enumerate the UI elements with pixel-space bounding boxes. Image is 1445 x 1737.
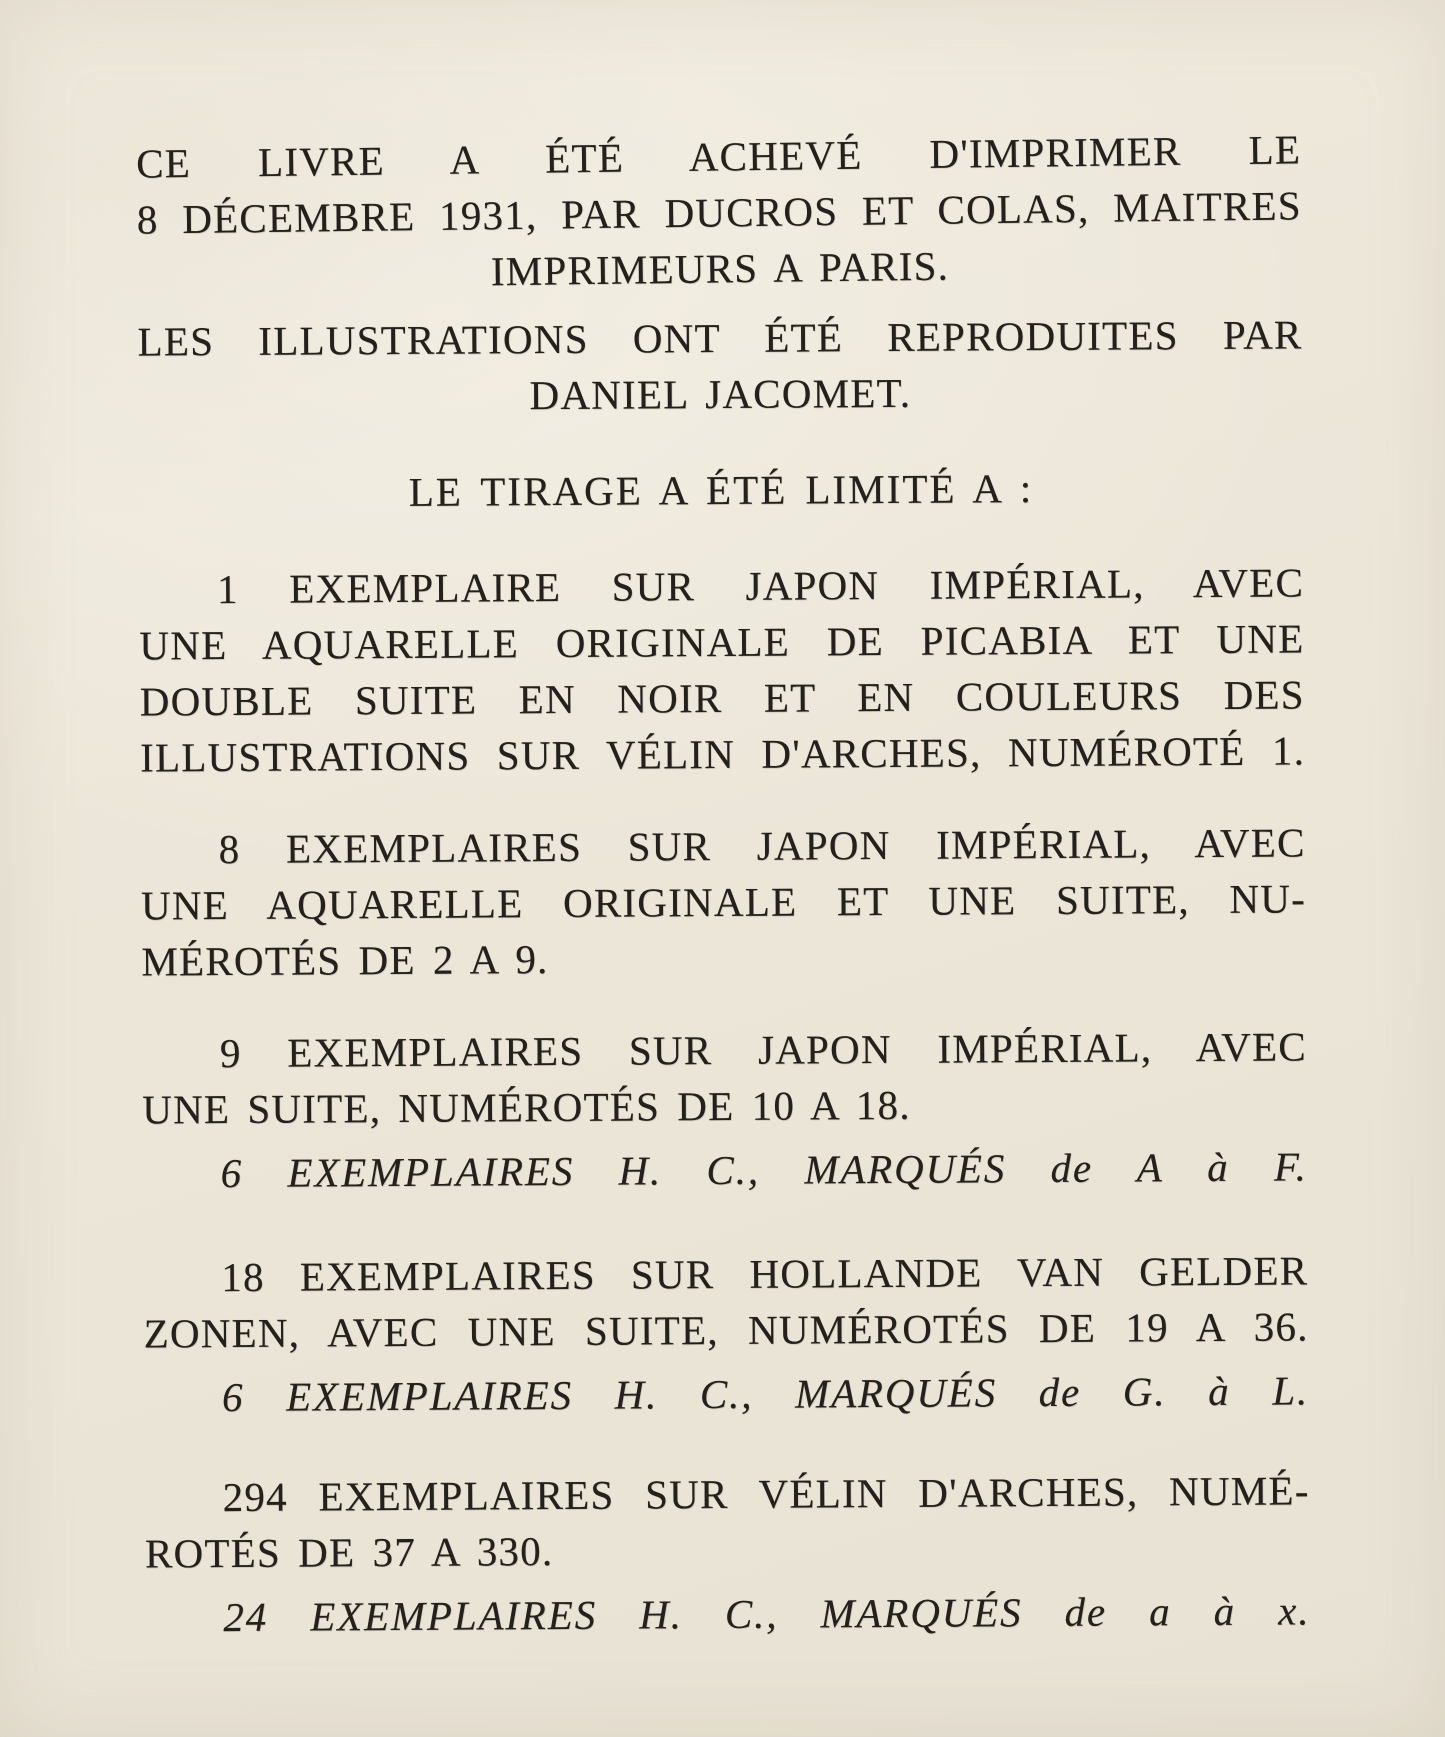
text-line: UNE AQUARELLE ORIGINALE DE PICABIA ET UNE <box>139 615 1305 669</box>
edition-item-japon-9 <box>142 1018 1308 1137</box>
text-line: 24 EXEMPLAIRES H. C., MARQUÉS de a à x. <box>223 1587 1311 1641</box>
text-line: 294 EXEMPLAIRES SUR VÉLIN D'ARCHES, NUMÉ- <box>222 1467 1310 1521</box>
text-line: MÉROTÉS DE 2 A 9. <box>141 936 549 985</box>
edition-item-hollande-18 <box>143 1242 1309 1361</box>
text-line: 6 EXEMPLAIRES H. C., MARQUÉS de G. à L. <box>221 1367 1310 1421</box>
illustrations-statement <box>137 306 1303 425</box>
text-line: 8 EXEMPLAIRES SUR JAPON IMPÉRIAL, AVEC <box>218 819 1306 873</box>
scanned-sheet <box>136 128 1310 1645</box>
text-line: DANIEL JACOMET. <box>529 369 912 419</box>
edition-item-hc-a-x <box>145 1582 1310 1645</box>
text-line: UNE AQUARELLE ORIGINALE ET UNE SUITE, NU- <box>140 875 1307 929</box>
text-line: 6 EXEMPLAIRES H. C., MARQUÉS de A à F. <box>220 1143 1308 1197</box>
text-line: LES ILLUSTRATIONS ONT ÉTÉ REPRODUITES PAR <box>137 311 1303 365</box>
edition-item-velin-294 <box>144 1462 1310 1581</box>
text-line: 9 EXEMPLAIRES SUR JAPON IMPÉRIAL, AVEC <box>219 1023 1308 1077</box>
text-line: DOUBLE SUITE EN NOIR ET EN COULEURS DES <box>139 671 1305 725</box>
text-line: ZONEN, AVEC UNE SUITE, NUMÉROTÉS DE 19 A 36. <box>143 1303 1309 1357</box>
edition-item-japon-8 <box>141 814 1307 989</box>
text-line: 8 DÉCEMBRE 1931, PAR DUCROS ET COLAS, MAITRES <box>136 182 1303 243</box>
edition-item-hc-a-f <box>142 1138 1307 1201</box>
limitation-heading-section <box>138 458 1303 521</box>
limitation-heading: LE TIRAGE A ÉTÉ LIMITÉ A : <box>408 465 1034 515</box>
text-line: 18 EXEMPLAIRES SUR HOLLANDE VAN GELDER <box>221 1247 1309 1301</box>
text-line: CE LIVRE A ÉTÉ ACHEVÉ D'IMPRIMER LE <box>135 126 1302 187</box>
text-line: IMPRIMEURS A PARIS. <box>490 242 950 295</box>
printing-statement <box>136 121 1303 303</box>
text-line: ROTÉS DE 37 A 330. <box>144 1528 554 1577</box>
edition-item-hc-g-l <box>144 1362 1309 1425</box>
text-line: UNE SUITE, NUMÉROTÉS DE 10 A 18. <box>142 1081 911 1133</box>
text-line: ILLUSTRATIONS SUR VÉLIN D'ARCHES, NUMÉROTÉ 1. <box>139 727 1306 781</box>
text-line: 1 EXEMPLAIRE SUR JAPON IMPÉRIAL, AVEC <box>216 559 1305 613</box>
edition-item-japon-1 <box>139 554 1305 785</box>
